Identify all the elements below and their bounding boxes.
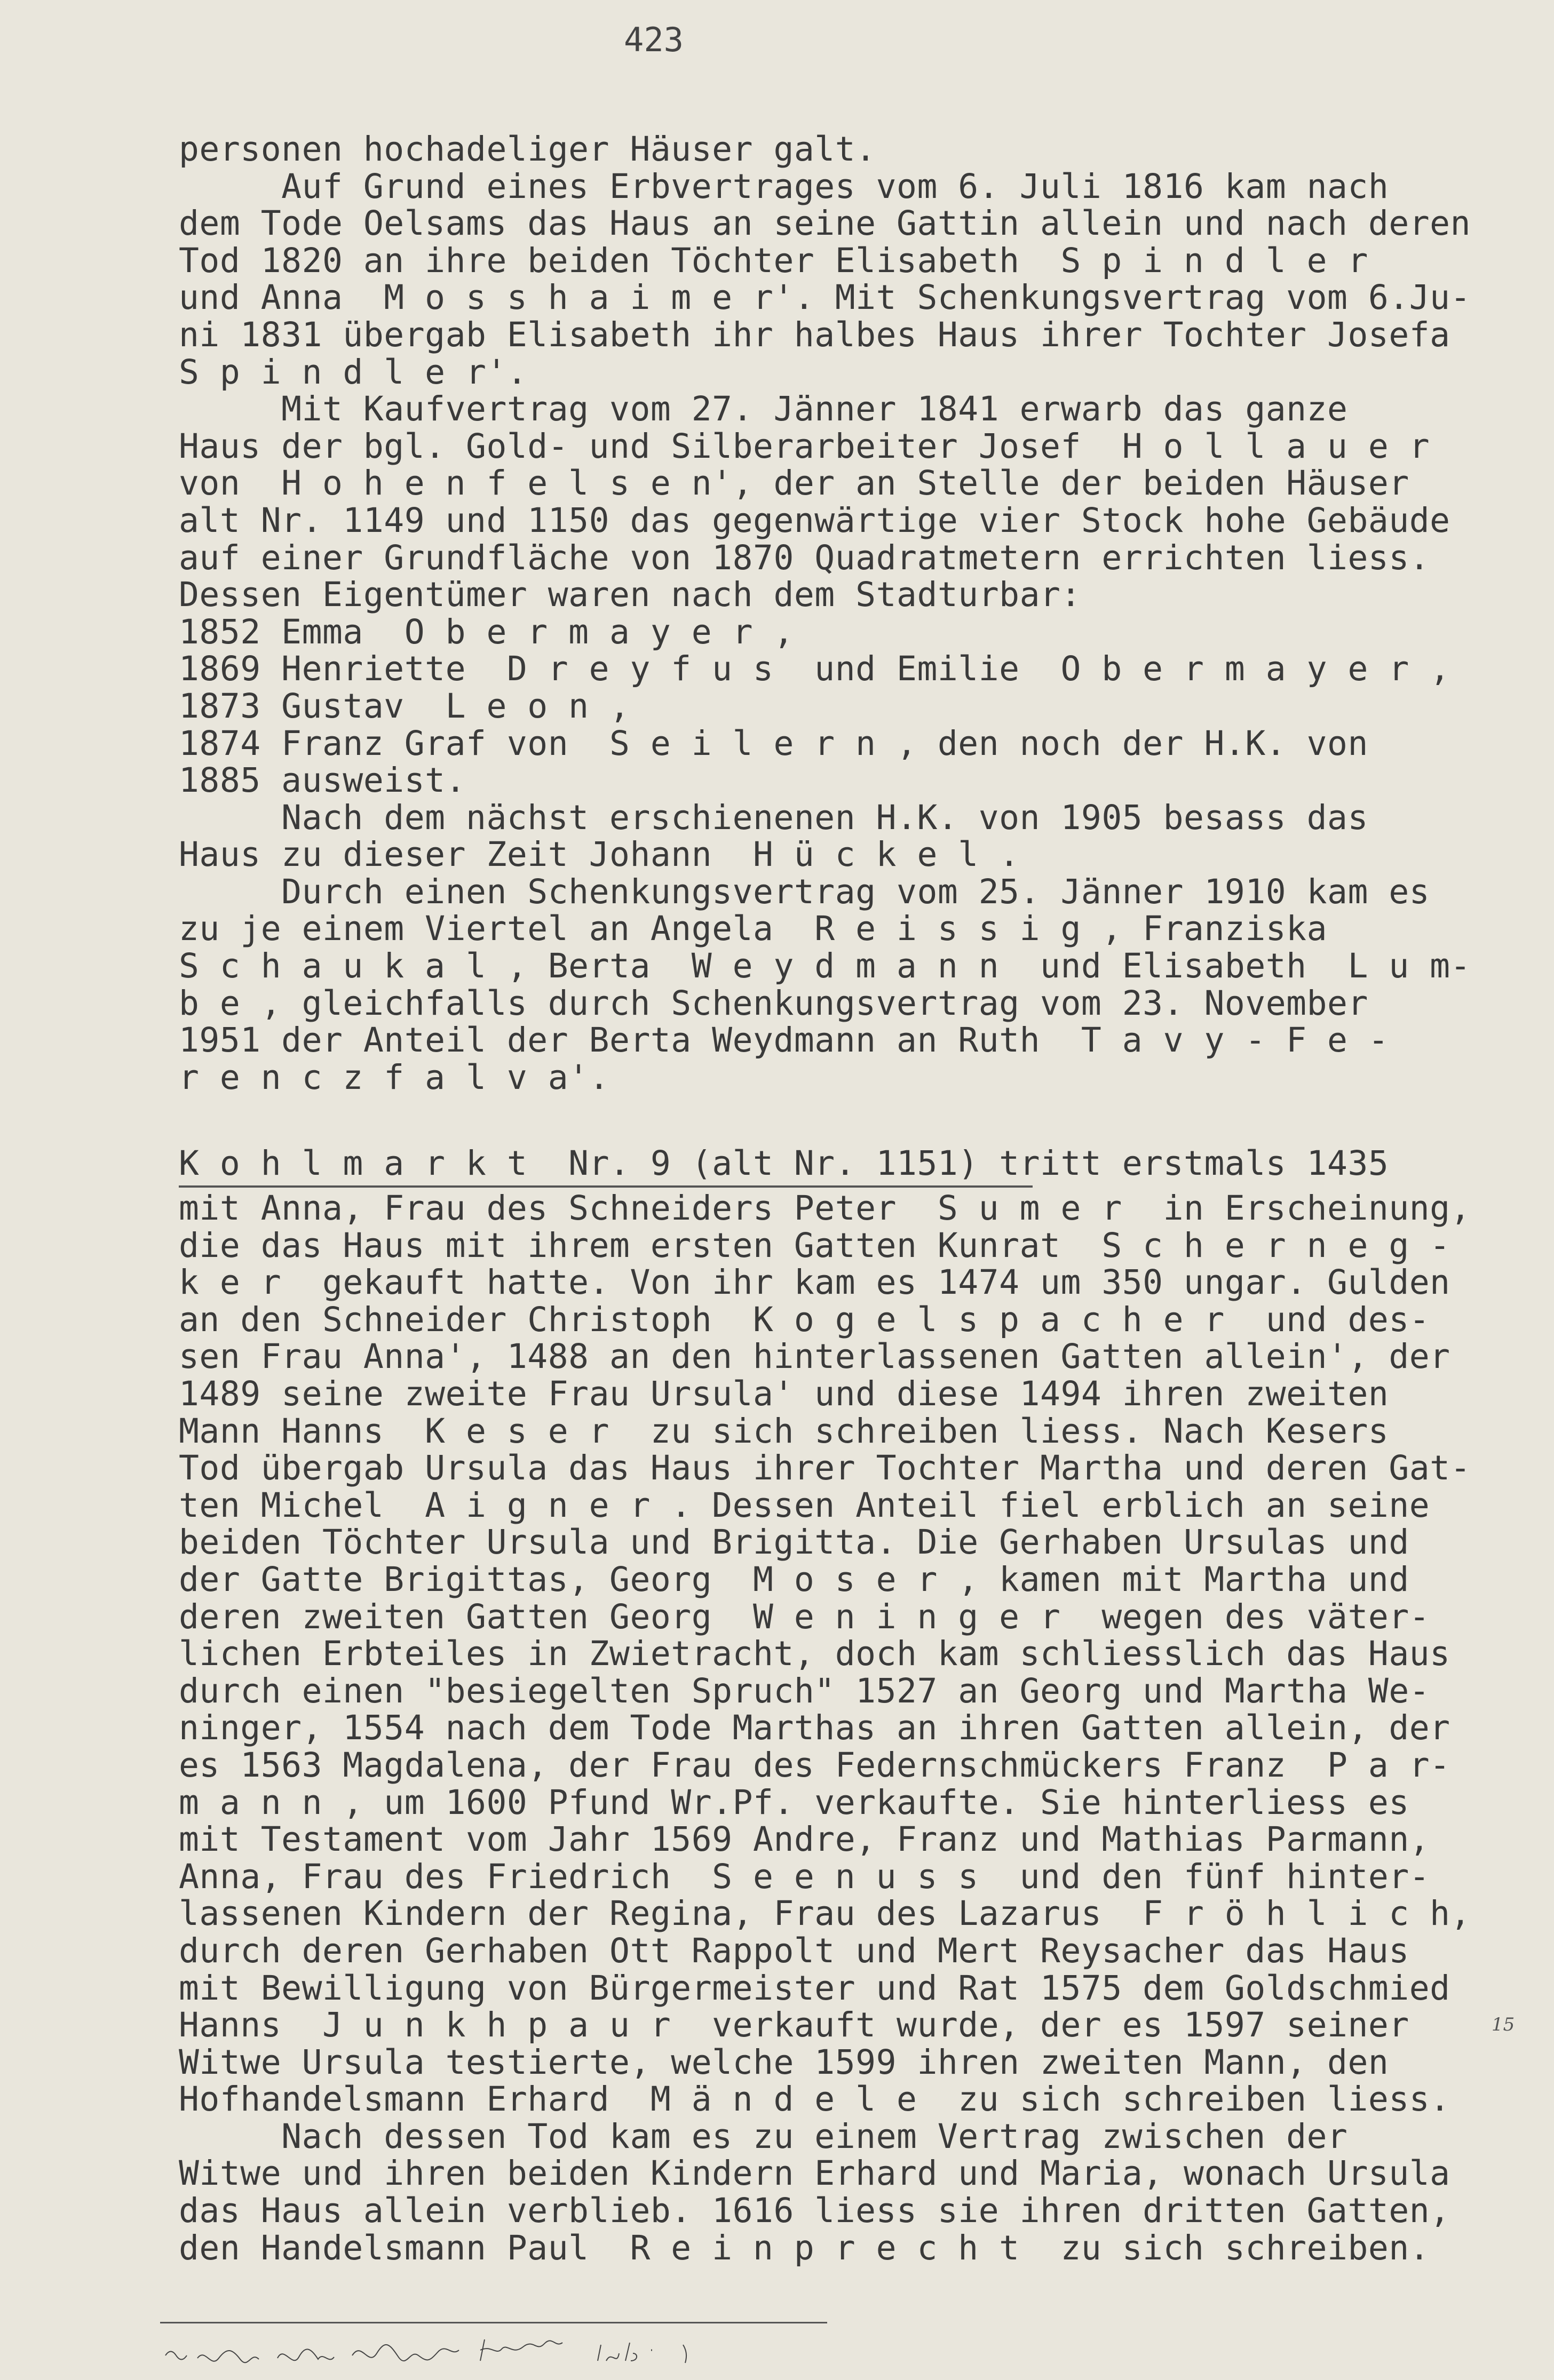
text-line: Mann Hanns K e s e r zu sich schreiben liess. Nach Kesers <box>179 1411 1389 1451</box>
text-line: mit Anna, Frau des Schneiders Peter S u m e r in Erscheinung, <box>179 1189 1471 1228</box>
text-line: der Gatte Brigittas, Georg M o s e r , kamen mit Martha und <box>179 1559 1409 1599</box>
text-line: b e , gleichfalls durch Schenkungsvertrag vom 23. November <box>179 983 1368 1023</box>
text-line: m a n n , um 1600 Pfund Wr.Pf. verkaufte. Sie hinterliess es <box>179 1782 1409 1822</box>
text-body <box>179 131 1492 2266</box>
text-line: Nach dessen Tod kam es zu einem Vertrag zwischen der <box>179 2116 1348 2156</box>
text-line: Hanns J u n k h p a u r verkauft wurde, der es 1597 seiner <box>179 2005 1409 2045</box>
page-number: 423 <box>624 20 684 59</box>
text-line: beiden Töchter Ursula und Brigitta. Die Gerhaben Ursulas und <box>179 1523 1409 1562</box>
text-line: Anna, Frau des Friedrich S e e n u s s und den fünf hinter- <box>179 1857 1430 1896</box>
text-line: 1885 ausweist. <box>179 761 466 800</box>
text-line: 1951 der Anteil der Berta Weydmann an Ruth T a v y - F e - <box>179 1021 1389 1060</box>
text-line: lassenen Kindern der Regina, Frau des Lazarus F r ö h l i c h, <box>179 1894 1471 1933</box>
text-line: und Anna M o s s h a i m e r'. Mit Schenkungsvertrag vom 6.Ju- <box>179 278 1471 317</box>
text-line: 1869 Henriette D r e y f u s und Emilie O b e r m a y e r , <box>179 649 1450 689</box>
text-line: 1852 Emma O b e r m a y e r , <box>179 612 794 651</box>
text-line: Witwe Ursula testierte, welche 1599 ihren zweiten Mann, den <box>179 2042 1389 2082</box>
text-line: deren zweiten Gatten Georg W e n i n g e r wegen des väter- <box>179 1597 1430 1636</box>
text-line: Witwe und ihren beiden Kindern Erhard und Maria, wonach Ursula <box>179 2154 1450 2193</box>
text-line: auf einer Grundfläche von 1870 Quadratmetern errichten liess. <box>179 538 1430 577</box>
text-line: an den Schneider Christoph K o g e l s p a c h e r und des- <box>179 1300 1430 1339</box>
text-line: Haus der bgl. Gold- und Silberarbeiter Josef H o l l a u e r <box>179 426 1430 466</box>
text-line: personen hochadeliger Häuser galt. <box>179 130 876 169</box>
text-line: Dessen Eigentümer waren nach dem Stadturbar: <box>179 575 1081 615</box>
text-line: durch einen "besiegelten Spruch" 1527 an Georg und Martha We- <box>179 1671 1430 1710</box>
text-line: Hofhandelsmann Erhard M ä n d e l e zu sich schreiben liess. <box>179 2080 1450 2119</box>
text-line: 1874 Franz Graf von S e i l e r n , den noch der H.K. von <box>179 723 1368 763</box>
text-line: Tod 1820 an ihre beiden Töchter Elisabeth S p i n d l e r <box>179 241 1368 280</box>
text-line: S c h a u k a l , Berta W e y d m a n n und Elisabeth L u m- <box>179 946 1471 986</box>
heading-underline <box>179 1185 1033 1188</box>
footnote-rule <box>160 2322 827 2323</box>
text-line: dem Tode Oelsams das Haus an seine Gattin allein und nach deren <box>179 204 1471 243</box>
text-line: ninger, 1554 nach dem Tode Marthas an ihren Gatten allein, der <box>179 1708 1450 1748</box>
text-line: lichen Erbteiles in Zwietracht, doch kam schliesslich das Haus <box>179 1634 1450 1674</box>
text-line: das Haus allein verblieb. 1616 liess sie ihren dritten Gatten, <box>179 2191 1450 2231</box>
text-line: Auf Grund eines Erbvertrages vom 6. Juli 1816 kam nach <box>179 166 1389 206</box>
section-text-block <box>179 1190 1492 2266</box>
text-line: ten Michel A i g n e r . Dessen Anteil fiel erblich an seine <box>179 1485 1430 1525</box>
text-line: sen Frau Anna', 1488 an den hinterlassenen Gatten allein', der <box>179 1337 1450 1376</box>
text-line: Haus zu dieser Zeit Johann H ü c k e l . <box>179 835 1020 874</box>
text-line: den Handelsmann Paul R e i n p r e c h t zu sich schreiben. <box>179 2228 1430 2267</box>
text-line: 1489 seine zweite Frau Ursula' und diese 1494 ihren zweiten <box>179 1374 1389 1413</box>
handwritten-footnote <box>160 2334 800 2377</box>
text-line: mit Testament vom Jahr 1569 Andre, Franz und Mathias Parmann, <box>179 1820 1430 1859</box>
text-line: alt Nr. 1149 und 1150 das gegenwärtige vier Stock hohe Gebäude <box>179 500 1450 540</box>
margin-note: 15 <box>1492 2014 1515 2035</box>
text-line: Mit Kaufvertrag vom 27. Jänner 1841 erwarb das ganze <box>179 389 1348 429</box>
text-line: 1873 Gustav L e o n , <box>179 686 630 726</box>
handwriting-signature-icon <box>160 2334 800 2377</box>
text-line: zu je einem Viertel an Angela R e i s s i g , Franziska <box>179 909 1328 949</box>
text-line: durch deren Gerhaben Ott Rappolt und Mert Reysacher das Haus <box>179 1931 1409 1970</box>
text-line: k e r gekauft hatte. Von ihr kam es 1474 um 350 ungar. Gulden <box>179 1263 1450 1302</box>
text-line: von H o h e n f e l s e n', der an Stelle der beiden Häuser <box>179 464 1409 503</box>
text-line: Durch einen Schenkungsvertrag vom 25. Jänner 1910 kam es <box>179 872 1430 911</box>
text-line: Tod übergab Ursula das Haus ihrer Tochter Martha und deren Gat- <box>179 1448 1471 1488</box>
text-line: es 1563 Magdalena, der Frau des Federnschmückers Franz P a r- <box>179 1745 1450 1785</box>
text-line: Nach dem nächst erschienenen H.K. von 1905 besass das <box>179 798 1368 837</box>
paragraph-block <box>179 131 1492 1096</box>
text-line: mit Bewilligung von Bürgermeister und Rat 1575 dem Goldschmied <box>179 1968 1450 2008</box>
text-line: S p i n d l e r'. <box>179 352 528 392</box>
text-line: die das Haus mit ihrem ersten Gatten Kunrat S c h e r n e g - <box>179 1225 1450 1265</box>
section-heading: K o h l m a r k t Nr. 9 (alt Nr. 1151) tritt erstmals 1435 <box>179 1144 1389 1183</box>
text-line: ni 1831 übergab Elisabeth ihr halbes Haus ihrer Tochter Josefa <box>179 315 1450 354</box>
section-gap <box>179 1096 1492 1145</box>
text-line: r e n c z f a l v a'. <box>179 1057 610 1097</box>
